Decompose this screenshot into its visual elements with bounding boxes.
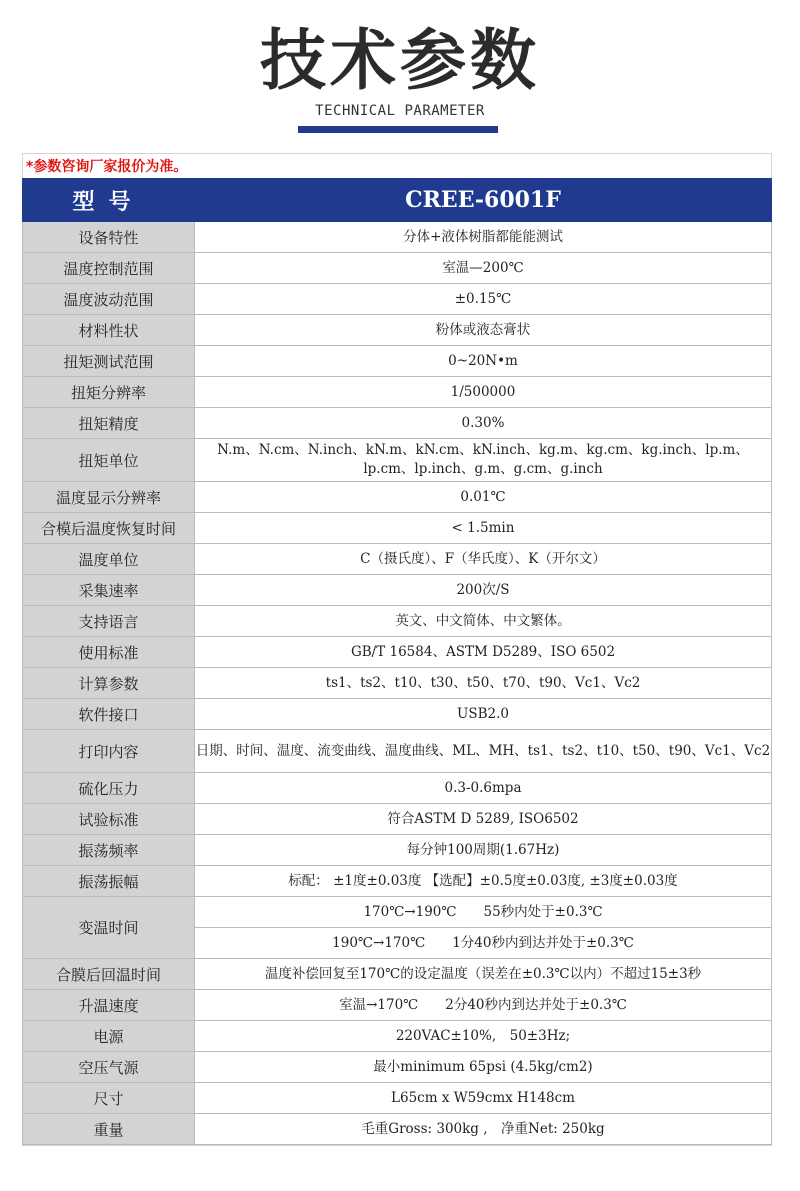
table-row [23,668,772,699]
row-label: 变温时间 [23,897,195,959]
table-row [23,284,772,315]
page-header [0,0,800,150]
row-value: 英文、中文简体、中文繁体。 [195,606,772,637]
row-value: GB/T 16584、ASTM D5289、ISO 6502 [195,637,772,668]
row-label: 设备特性 [23,222,195,253]
table-row [23,513,772,544]
row-label: 合膜后回温时间 [23,959,195,990]
row-value: 1/500000 [195,377,772,408]
row-label: 温度显示分辨率 [23,482,195,513]
row-label: 软件接口 [23,699,195,730]
row-value: 220VAC±10%, 50±3Hz; [195,1021,772,1052]
row-label: 材料性状 [23,315,195,346]
row-label: 合模后温度恢复时间 [23,513,195,544]
row-value: 分体+液体树脂都能能测试 [195,222,772,253]
model-value: CREE-6001F [195,179,772,222]
table-row [23,482,772,513]
table-row [23,544,772,575]
row-label: 扭矩单位 [23,439,195,482]
table-row [23,346,772,377]
row-value: ±0.15℃ [195,284,772,315]
row-label: 试验标准 [23,804,195,835]
row-value: 标配： ±1度±0.03度 【选配】±0.5度±0.03度, ±3度±0.03度 [195,866,772,897]
row-value: 170℃→190℃ 55秒内处于±0.3℃ [195,897,772,928]
row-value: 0.30% [195,408,772,439]
table-row [23,1114,772,1145]
row-value: 0~20N•m [195,346,772,377]
row-label: 重量 [23,1114,195,1145]
spec-table [22,178,772,1145]
table-row [23,408,772,439]
table-row [23,835,772,866]
table-row [23,897,772,928]
page-subtitle: TECHNICAL PARAMETER [315,103,485,119]
row-label: 空压气源 [23,1052,195,1083]
row-label: 使用标准 [23,637,195,668]
row-label: 电源 [23,1021,195,1052]
table-row [23,1021,772,1052]
row-value: 0.01℃ [195,482,772,513]
row-value: ts1、ts2、t10、t30、t50、t70、t90、Vc1、Vc2 [195,668,772,699]
row-value: 室温—200℃ [195,253,772,284]
table-row [23,222,772,253]
row-value: C（摄氏度）、F（华氏度）、K（开尔文） [195,544,772,575]
page-title: 技术参数 [260,21,540,99]
row-label: 温度控制范围 [23,253,195,284]
row-label: 打印内容 [23,730,195,773]
spec-sheet [22,153,772,1146]
row-label: 扭矩测试范围 [23,346,195,377]
row-value: 200次/S [195,575,772,606]
table-row [23,990,772,1021]
table-row [23,315,772,346]
title-underline [298,126,498,133]
table-row [23,253,772,284]
row-value: 0.3-0.6mpa [195,773,772,804]
row-label: 温度单位 [23,544,195,575]
row-label: 振荡频率 [23,835,195,866]
table-header-row [23,179,772,222]
table-row [23,730,772,773]
row-label: 扭矩精度 [23,408,195,439]
row-value: 粉体或液态膏状 [195,315,772,346]
row-value: 每分钟100周期(1.67Hz) [195,835,772,866]
row-value: 最小minimum 65psi (4.5kg/cm2) [195,1052,772,1083]
table-row [23,804,772,835]
row-label: 温度波动范围 [23,284,195,315]
row-value: L65cm x W59cmx H148cm [195,1083,772,1114]
row-value: < 1.5min [195,513,772,544]
table-row [23,699,772,730]
row-value: USB2.0 [195,699,772,730]
table-row [23,959,772,990]
row-value: 日期、时间、温度、流变曲线、温度曲线、ML、MH、ts1、ts2、t10、t50、t90、Vc1、Vc2 [195,730,772,773]
row-label: 升温速度 [23,990,195,1021]
table-row [23,606,772,637]
row-label: 振荡振幅 [23,866,195,897]
row-label: 尺寸 [23,1083,195,1114]
row-label: 硫化压力 [23,773,195,804]
table-row [23,1052,772,1083]
model-label: 型号 [23,179,195,222]
table-row [23,439,772,482]
row-label: 计算参数 [23,668,195,699]
price-note: *参数咨询厂家报价为准。 [26,159,188,175]
row-value: N.m、N.cm、N.inch、kN.m、kN.cm、kN.inch、kg.m、kg.cm、kg.inch、lp.m、lp.cm、lp.inch、g.m、g.cm、g.inch [195,439,772,482]
row-label: 支持语言 [23,606,195,637]
row-label: 采集速率 [23,575,195,606]
row-value: 符合ASTM D 5289, ISO6502 [195,804,772,835]
row-value: 毛重Gross: 300kg , 净重Net: 250kg [195,1114,772,1145]
table-row [23,866,772,897]
row-value: 室温→170℃ 2分40秒内到达并处于±0.3℃ [195,990,772,1021]
table-row [23,1083,772,1114]
row-label: 扭矩分辨率 [23,377,195,408]
table-row [23,773,772,804]
row-value: 190℃→170℃ 1分40秒内到达并处于±0.3℃ [195,928,772,959]
table-row [23,377,772,408]
table-row [23,575,772,606]
row-value: 温度补偿回复至170℃的设定温度（误差在±0.3℃以内）不超过15±3秒 [195,959,772,990]
table-row [23,637,772,668]
